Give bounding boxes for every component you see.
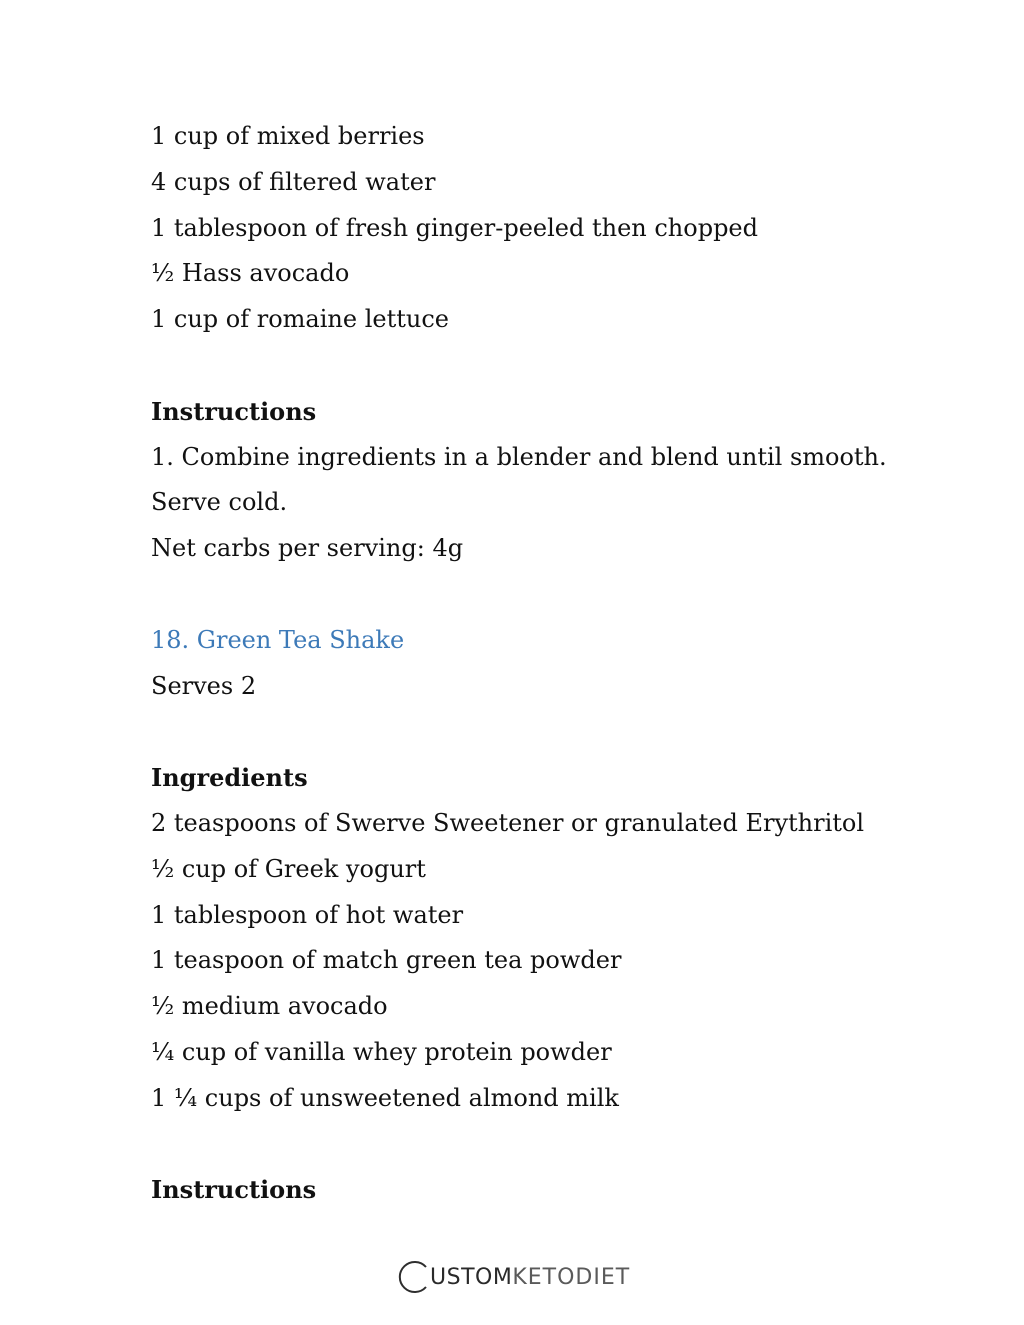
ingredient-item: 1 tablespoon of fresh ginger-peeled then chopped [151, 213, 758, 242]
instructions-heading: Instructions [151, 396, 317, 426]
ingredients-continued-list [151, 114, 951, 343]
spacer [151, 343, 951, 389]
logo-c-icon [398, 1260, 432, 1294]
page-content [151, 114, 951, 1213]
ingredient-item: 1 cup of mixed berries [151, 122, 425, 150]
ingredient-item: ½ medium avocado [151, 992, 388, 1021]
instruction-line: 1. Combine ingredients in a blender and blend until smooth. [151, 442, 887, 471]
spacer [151, 572, 951, 618]
logo-text-ketodiet: KETODIET [512, 1264, 631, 1290]
ingredients-heading: Ingredients [151, 763, 308, 793]
ingredient-item: 1 tablespoon of hot water [151, 900, 464, 929]
footer-logo [398, 1256, 630, 1298]
ingredient-item: 2 teaspoons of Swerve Sweetener or granulated Erythritol [151, 808, 865, 837]
logo-text-custom: USTOM [430, 1264, 513, 1290]
ingredient-item: 4 cups of filtered water [151, 167, 436, 196]
ingredient-item: ¼ cup of vanilla whey protein powder [151, 1037, 612, 1066]
ingredient-item: 1 cup of romaine lettuce [151, 305, 449, 334]
recipe-green-tea-shake [151, 618, 951, 1213]
ingredient-item: 1 ¼ cups of unsweetened almond milk [151, 1083, 619, 1112]
ingredients-list [151, 801, 951, 1122]
spacer [151, 1122, 951, 1168]
instructions-heading: Instructions [151, 1175, 317, 1205]
instruction-line: Serve cold. [151, 488, 288, 517]
ingredient-item: ½ Hass avocado [151, 259, 350, 288]
recipe-title: 18. Green Tea Shake [151, 625, 405, 654]
ingredient-item: ½ cup of Greek yogurt [151, 854, 426, 883]
spacer [151, 709, 951, 755]
net-carbs-line: Net carbs per serving: 4g [151, 534, 464, 563]
ingredient-item: 1 teaspoon of match green tea powder [151, 946, 622, 975]
instructions-section [151, 389, 951, 572]
recipe-serves: Serves 2 [151, 671, 257, 700]
